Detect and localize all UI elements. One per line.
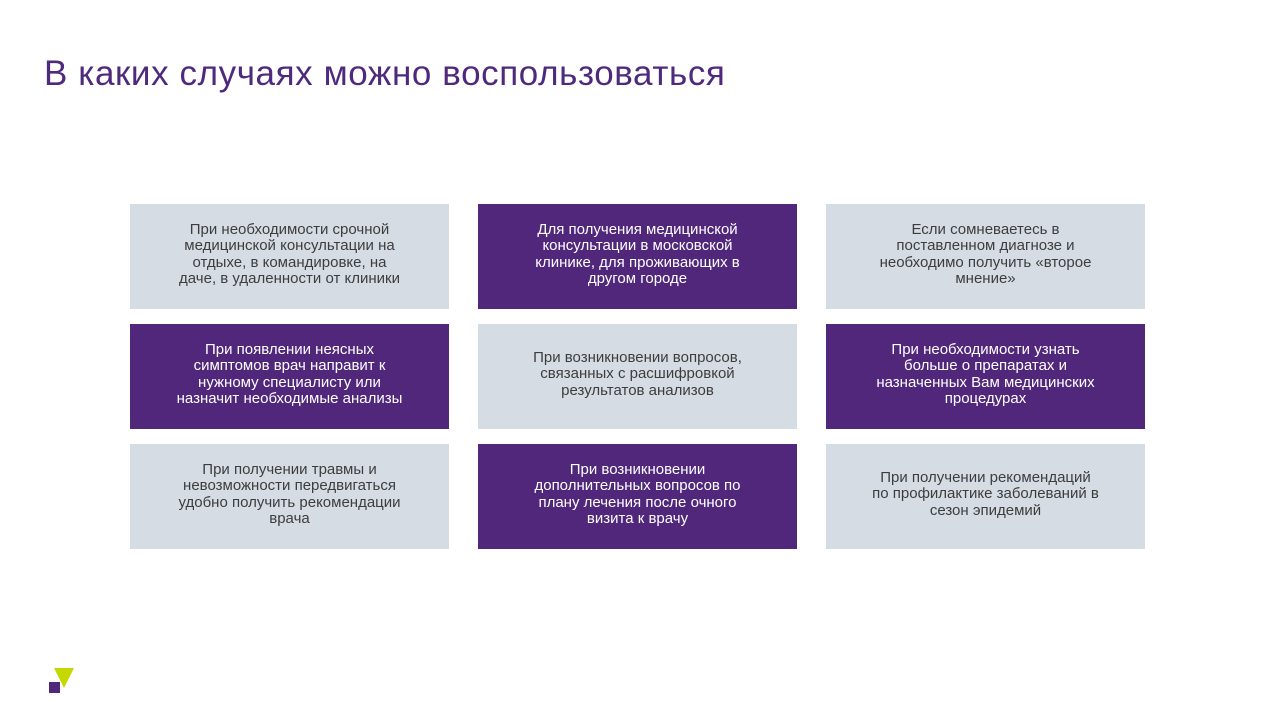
- case-card-text: При необходимости узнать больше о препаратах и назначенных Вам медицинских процедурах: [876, 340, 1095, 407]
- case-card-text: Если сомневаетесь в поставленном диагнозе и необходимо получить «второе мнение»: [879, 220, 1092, 287]
- slide-title: В каких случаях можно воспользоваться: [44, 54, 726, 93]
- case-card-moscow-clinic: [478, 204, 797, 309]
- case-card-text: При получении рекомендаций по профилактике заболеваний в сезон эпидемий: [872, 468, 1099, 519]
- case-card-treatment-plan: [478, 444, 797, 549]
- case-card-test-results: [478, 324, 797, 429]
- case-card-medications: [826, 324, 1145, 429]
- cases-grid: [130, 204, 1145, 549]
- case-card-epidemic-prevention: [826, 444, 1145, 549]
- case-card-urgent-remote: [130, 204, 449, 309]
- case-card-text: При появлении неясных симптомов врач направит к нужному специалисту или назначит необходимые анализы: [176, 340, 403, 407]
- case-card-unclear-symptoms: [130, 324, 449, 429]
- case-card-injury: [130, 444, 449, 549]
- case-card-text: При получении травмы и невозможности передвигаться удобно получить рекомендации врача: [178, 460, 401, 527]
- case-card-text: При возникновении дополнительных вопросов по плану лечения после очного визита к врачу: [534, 460, 741, 527]
- case-card-text: При необходимости срочной медицинской консультации на отдыхе, в командировке, на даче, в удаленности от клиники: [179, 220, 400, 287]
- case-card-second-opinion: [826, 204, 1145, 309]
- logo-square-shape: [49, 682, 60, 693]
- case-card-text: При возникновении вопросов, связанных с расшифровкой результатов анализов: [533, 348, 742, 399]
- case-card-text: Для получения медицинской консультации в московской клинике, для проживающих в другом городе: [535, 220, 740, 287]
- brand-logo-icon: [49, 668, 75, 694]
